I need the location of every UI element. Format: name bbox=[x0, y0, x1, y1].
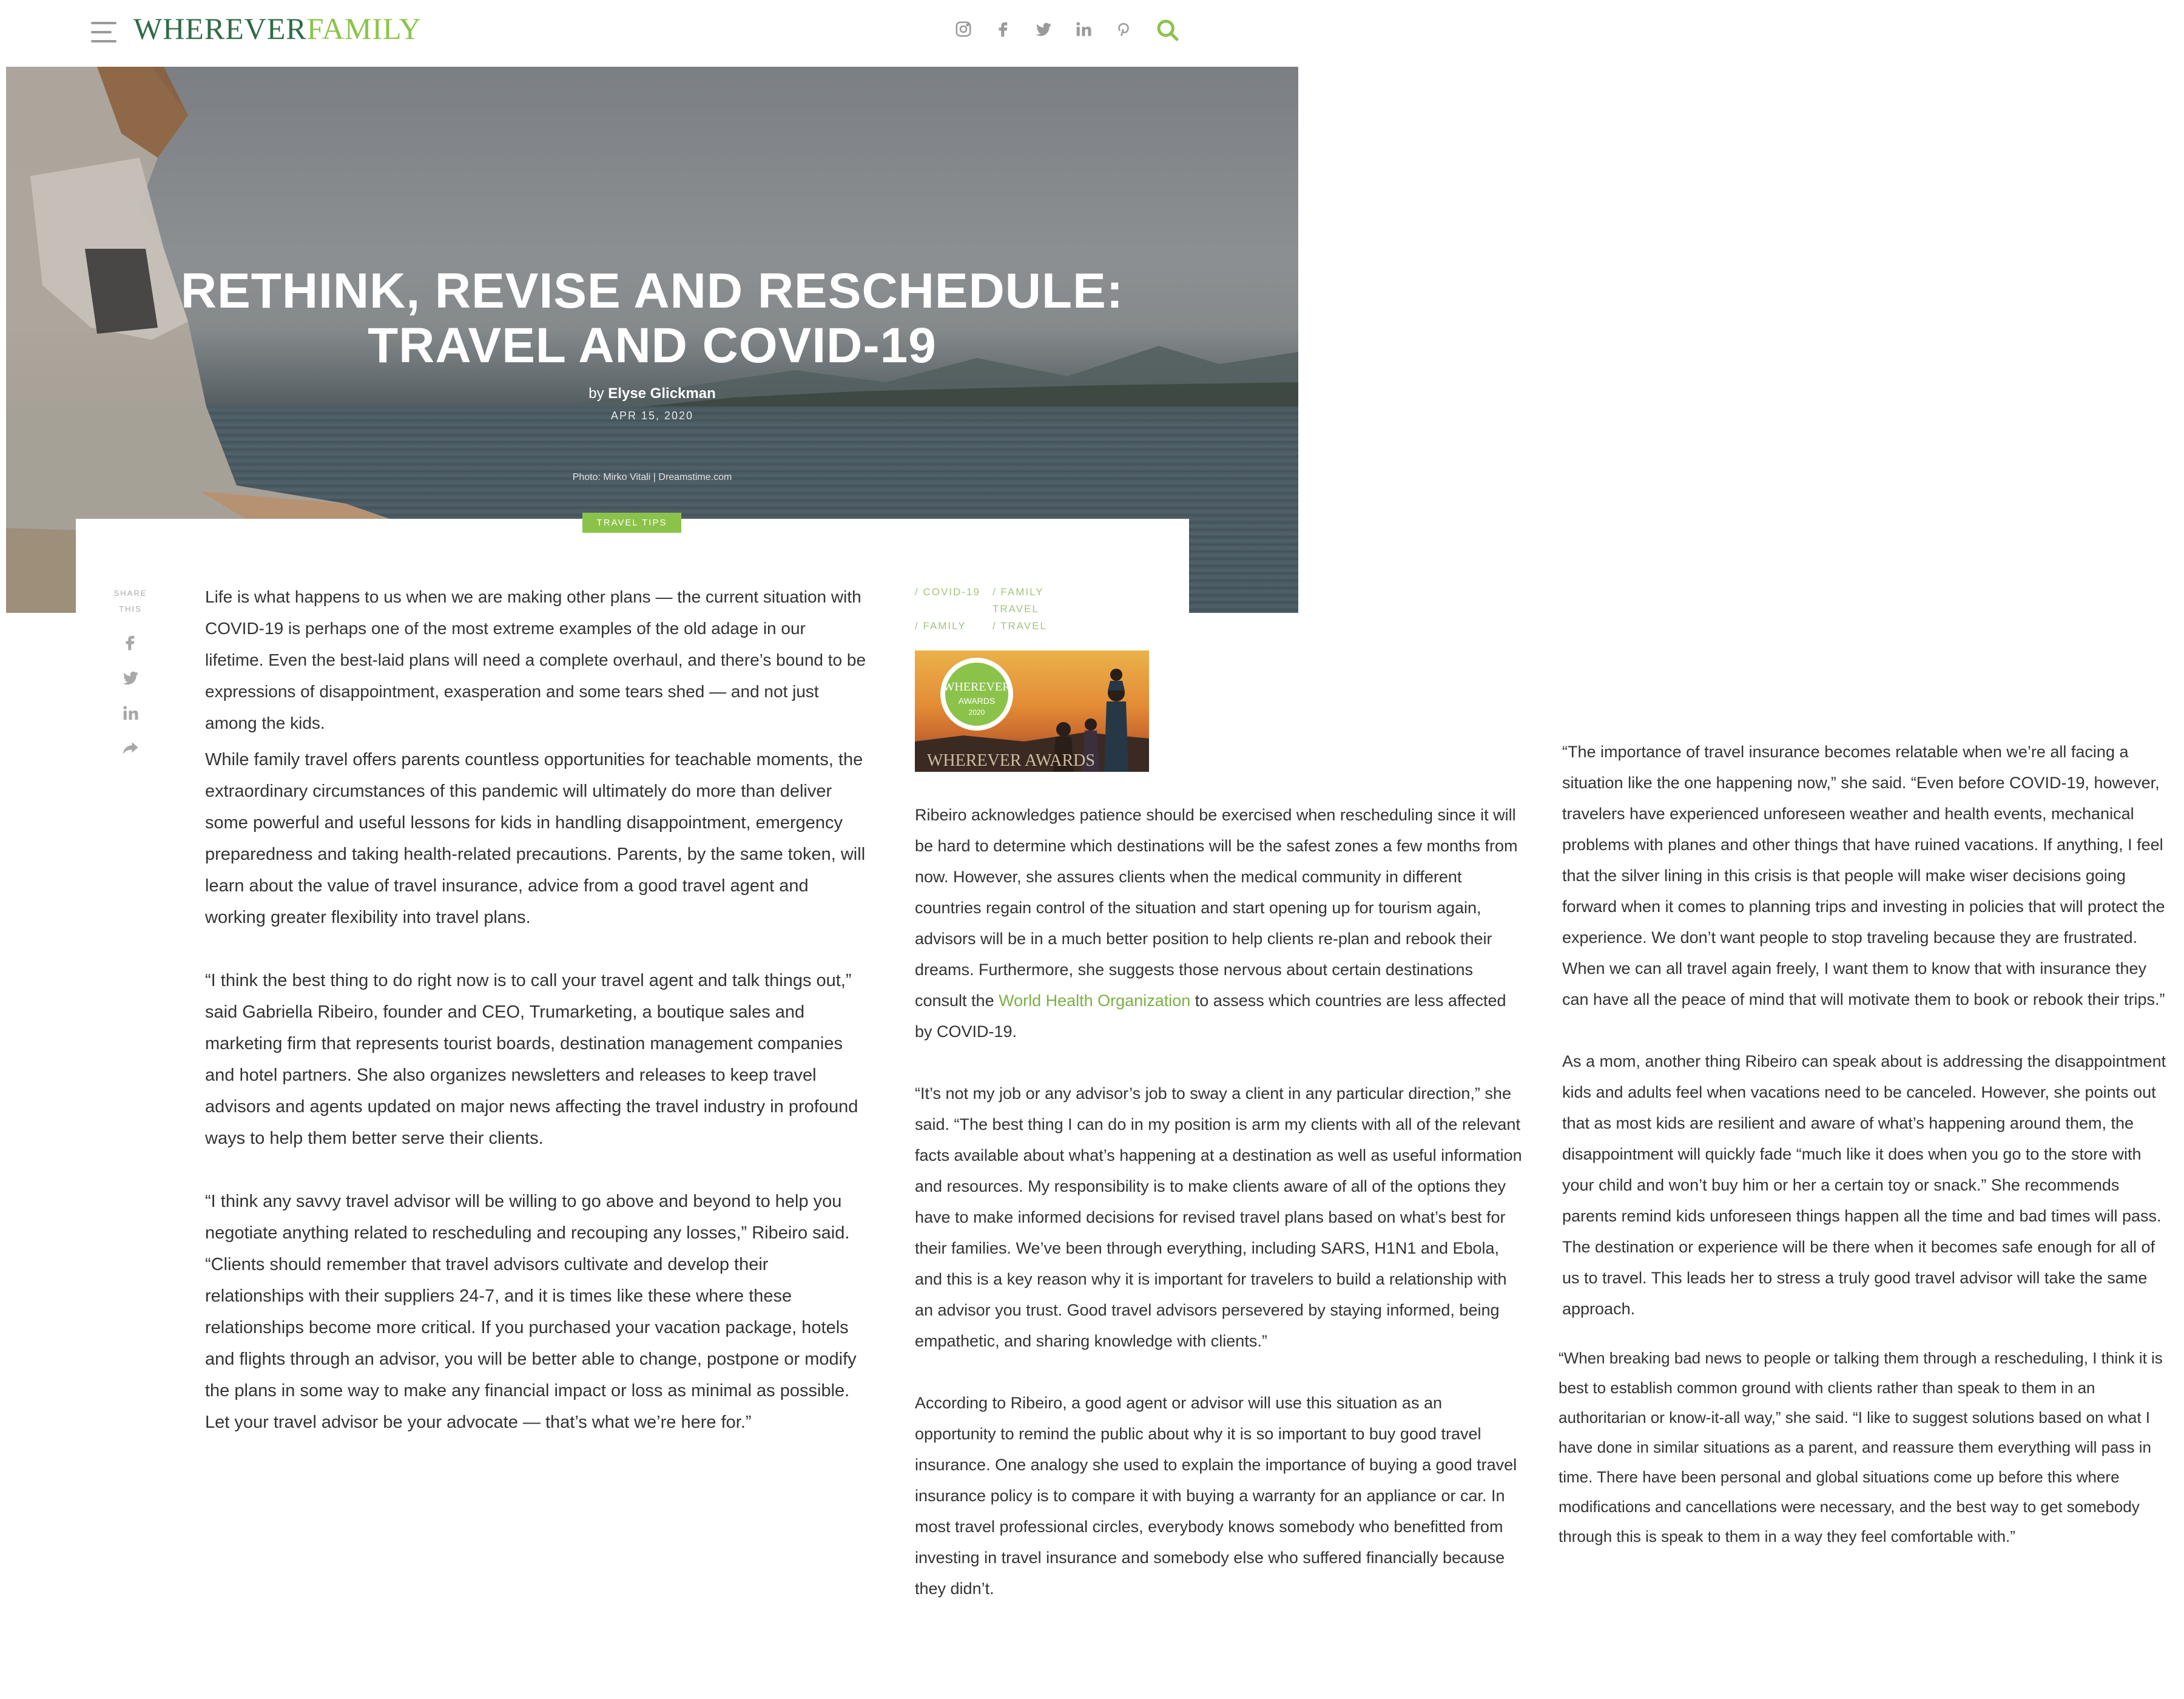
twitter-icon[interactable] bbox=[1033, 18, 1054, 40]
share-linkedin-icon[interactable] bbox=[121, 703, 140, 723]
awards-banner-graphic bbox=[915, 650, 1149, 772]
tag-link[interactable]: / FAMILY bbox=[915, 620, 966, 632]
award-badge-year: 2020 bbox=[968, 708, 985, 717]
award-badge-line2: AWARDS bbox=[958, 696, 996, 706]
article-title bbox=[6, 264, 1298, 373]
article-paragraph: As a mom, another thing Ribeiro can speak about is addressing the disappointment kids and adults feel when vacations need to be canceled. However, she points out that as most kids are resilient and aware of what’s happening around them, the disappointment will quickly fade “much like it does when you go to the store with your child and won’t buy him or her a certain toy or snack.” She recommends parents remind kids unforeseen things happen all the time and bad times will pass. The destination or experience will be there when it becomes safe enough for all of us to travel. This leads her to stress a truly good travel advisor will take the same approach. bbox=[1562, 1052, 2166, 1318]
article-paragraph: “It’s not my job or any advisor’s job to sway a client in any particular direction,” she said. “The best thing I can do in my position is arm my clients with all of the relevant facts available about what’s happening at a destination as well as useful information and resources. My responsibility is to make clients aware of all of the options they have to make informed decisions for revised travel plans based on what’s best for their families. We’ve been through everything, including SARS, H1N1 and Ebola, and this is a key reason why it is important for travelers to build a relationship with an advisor you trust. Good travel advisors persevered by staying informed, being empathetic, and sharing knowledge with clients.” bbox=[915, 1084, 1522, 1350]
award-caption: WHEREVER AWARDS bbox=[927, 751, 1095, 770]
wherever-awards-banner[interactable] bbox=[915, 650, 1149, 772]
article-paragraph: “I think the best thing to do right now is to call your travel agent and talk things out,” said Gabriella Ribeiro, founder and CEO, Trumarketing, a boutique sales and marketing firm that represents tourist boards, destination management companies and hotel partners. She also organizes newsletters and releases to keep travel advisors and agents updated on major news affecting the travel industry in profound ways to help them better serve their clients. bbox=[205, 971, 858, 1148]
tag-list bbox=[915, 584, 1218, 635]
site-logo[interactable] bbox=[133, 11, 422, 46]
byline bbox=[6, 385, 1298, 402]
article-paragraph: According to Ribeiro, a good agent or advisor will use this situation as an opportunity to remind the public about why it is so important to buy good travel insurance. One analogy she used to explain the importance of buying a good travel insurance policy is to compare it with buying a warranty for an appliance or car. In most travel professional circles, everybody knows somebody who benefitted from investing in travel insurance and somebody else who suffered financially because they didn’t. bbox=[915, 1394, 1517, 1598]
logo-part-family: FAMILY bbox=[306, 12, 422, 46]
article-paragraph: “I think any savvy travel advisor will be willing to go above and beyond to help you negotiate anything related to rescheduling and recouping any losses,” Ribeiro said. “Clients should remember that travel advisors cultivate and develop their relationships with their suppliers 24-7, and it is times like these where these relationships become more critical. If you purchased your vacation package, hotels and flights through an advisor, you will be better able to change, postpone or modify the plans in some way to make any financial impact or loss as minimal as possible. Let your travel advisor be your advocate — that’s what we’re here for.” bbox=[205, 1192, 857, 1432]
article-paragraph bbox=[915, 800, 1528, 1047]
photo-credit: Photo: Mirko Vitali | Dreamstime.com bbox=[572, 472, 732, 482]
article-column-3 bbox=[1559, 737, 2169, 1552]
publish-date: APR 15, 2020 bbox=[610, 410, 694, 422]
share-label-line1: SHARE bbox=[113, 589, 147, 598]
tag-link[interactable]: / TRAVEL bbox=[993, 620, 1048, 632]
category-tag[interactable]: TRAVEL TIPS bbox=[582, 513, 681, 533]
share-twitter-icon[interactable] bbox=[121, 668, 140, 687]
article-title-line2: TRAVEL AND COVID-19 bbox=[368, 318, 937, 373]
article-paragraph: While family travel offers parents countless opportunities for teachable moments, the extraordinary circumstances of this pandemic will ultimately do more than deliver some powerful and useful lessons for kids in handling disappointment, emergency preparedness and taking health-related precautions. Parents, by the same token, will learn about the value of travel insurance, advice from a good travel agent and working greater flexibility into travel plans. bbox=[205, 750, 866, 927]
paragraph-text-after-link: to assess which countries are less affected by COVID-19. bbox=[915, 991, 1506, 1041]
article-title-line1: RETHINK, REVISE AND RESCHEDULE: bbox=[180, 263, 1124, 319]
article-column-1 bbox=[205, 581, 866, 1470]
share-bar bbox=[106, 586, 155, 758]
tag-link[interactable]: / COVID-19 bbox=[915, 586, 980, 598]
share-label-line2: THIS bbox=[119, 604, 142, 613]
article-paragraph: Life is what happens to us when we are making other plans — the current situation with COVID-19 is perhaps one of the most extreme examples of the old adage in our lifetime. Even the best-laid plans will need a complete overhaul, and there’s bound to be expressions of disappointment, exasperation and some tears shed — and not just among the kids. bbox=[205, 587, 866, 732]
logo-part-wherever: WHEREVER bbox=[133, 12, 307, 46]
article-paragraph: “The importance of travel insurance becomes relatable when we’re all facing a situation like the one happening now,” she said. “Even before COVID-19, however, travelers have experienced unforeseen weather and health events, mechanical problems with planes and other things that have ruined vacations. If anything, I feel that the silver lining in this crisis is that people will make wiser decisions going forward when it comes to planning trips and investing in policies that will protect the experience. We don’t want people to stop traveling because they are frustrated. When we can all travel again freely, I want them to know that with insurance they can have all the peace of mind that will motivate them to book or rebook their trips.” bbox=[1562, 743, 2165, 1008]
facebook-icon[interactable] bbox=[993, 18, 1014, 40]
top-navigation-bar bbox=[0, 0, 1298, 67]
share-forward-icon[interactable] bbox=[121, 738, 140, 758]
search-icon[interactable] bbox=[1156, 18, 1180, 42]
article-column-2 bbox=[915, 800, 1528, 1635]
author-name[interactable]: Elyse Glickman bbox=[608, 385, 716, 402]
byline-prefix: by bbox=[588, 385, 604, 402]
linkedin-icon[interactable] bbox=[1073, 18, 1094, 40]
award-badge-line1: WHEREVER bbox=[943, 680, 1011, 694]
article-paragraph: “When breaking bad news to people or talking them through a rescheduling, I think it is best to establish common ground with clients rather than speak to them in an authoritarian or know-it-all way,” she said. “I like to suggest solutions based on what I have done in similar situations as a parent, and reassure them everything will pass in time. There have been personal and global situations come up before this where modifications and cancellations were necessary, and the best way to get somebody through this is speak to them in a way they feel comfortable with.” bbox=[1559, 1349, 2163, 1545]
hamburger-menu-icon[interactable] bbox=[91, 22, 116, 46]
paragraph-text-before-link: Ribeiro acknowledges patience should be exercised when rescheduling since it will be hard to determine which destinations will be the safest zones a few months from now. However, she assures clients when the medical community in different countries regain control of the situation and start opening up for tourism again, advisors will be in a much better position to help clients re-plan and rebook their dreams. Furthermore, she suggests those nervous about certain destinations consult the bbox=[915, 806, 1518, 1010]
tag-link[interactable]: / FAMILY TRAVEL bbox=[993, 586, 1044, 615]
share-facebook-icon[interactable] bbox=[121, 633, 140, 652]
who-link[interactable]: World Health Organization bbox=[999, 991, 1191, 1010]
social-links bbox=[952, 18, 1134, 40]
share-label bbox=[106, 586, 155, 617]
instagram-icon[interactable] bbox=[952, 18, 974, 40]
pinterest-icon[interactable] bbox=[1113, 18, 1134, 40]
